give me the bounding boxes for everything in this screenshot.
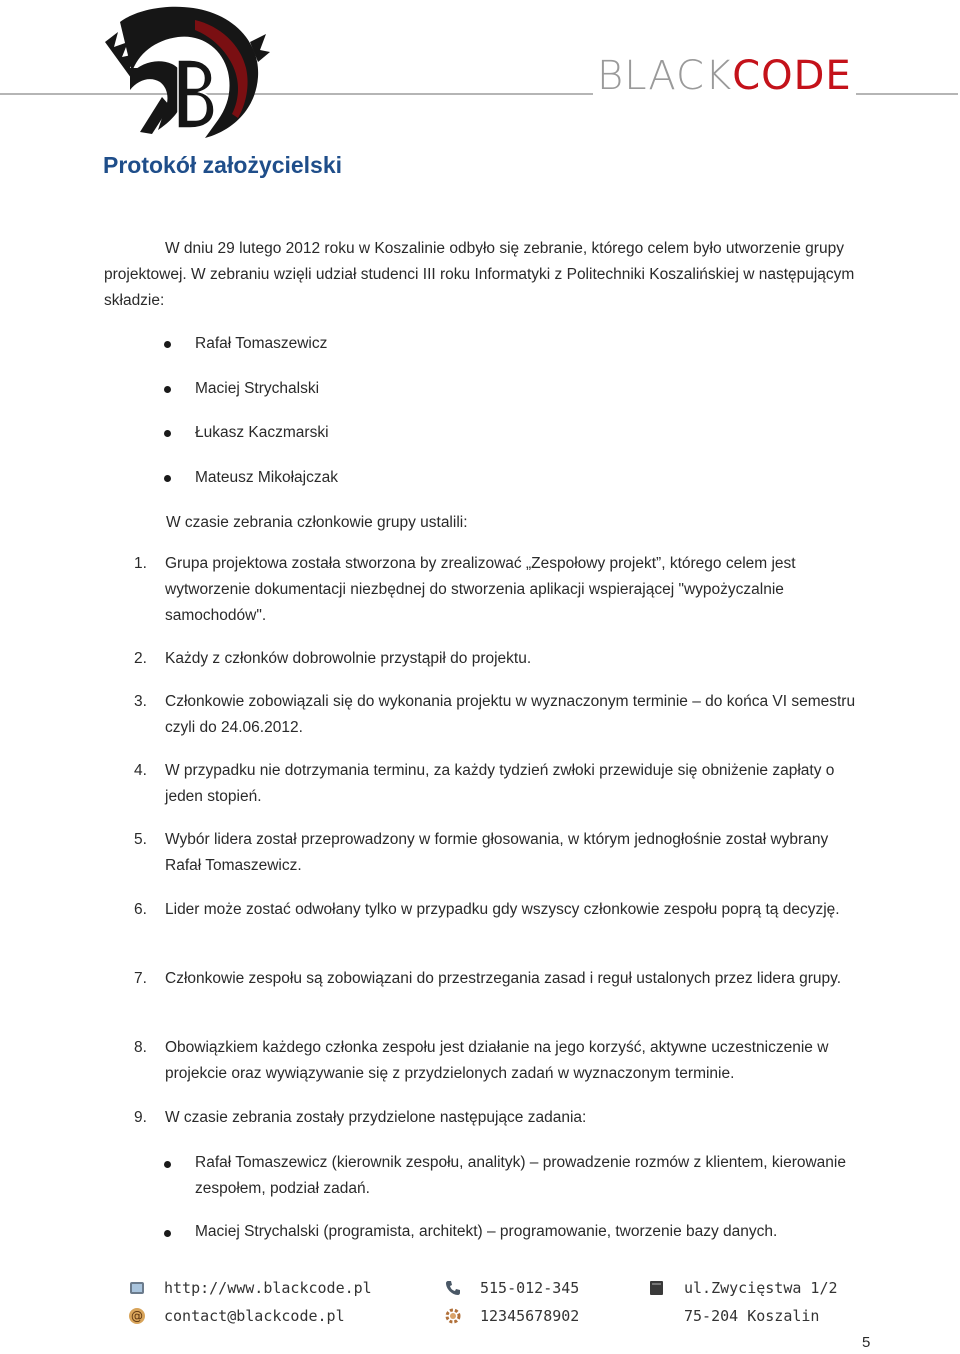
decision-item: 6. Lider może zostać odwołany tylko w przypadku gdy wszyscy członkowie zespołu poprą tą decyzję. xyxy=(134,901,840,918)
book-icon xyxy=(648,1279,666,1297)
list-item: Mateusz Mikołajczak xyxy=(160,464,338,509)
bullet-icon xyxy=(164,475,171,482)
decision-item: 8. Obowiązkiem każdego członka zespołu jest działanie na jego korzyść, aktywne uczestniczenie w projekcie oraz wywiązywanie się z przydzielonych zadań w wyznaczonym terminie. xyxy=(134,1039,829,1082)
bullet-icon xyxy=(164,1230,171,1237)
decision-item: 4. W przypadku nie dotrzymania terminu, za każdy tydzień zwłoki przewiduje się obniżenie zapłaty o jeden stopień. xyxy=(134,762,835,805)
website-link[interactable]: http://www.blackcode.pl xyxy=(128,1276,372,1300)
blackcode-logo xyxy=(100,2,270,142)
email-icon xyxy=(128,1307,146,1325)
footer-contacts xyxy=(128,1274,868,1334)
page-number: 5 xyxy=(862,1334,871,1351)
bullet-icon xyxy=(164,430,171,437)
decision-item: 2. Każdy z członków dobrowolnie przystąpił do projektu. xyxy=(134,650,532,667)
address-city: 75-204 Koszalin xyxy=(684,1307,820,1325)
bullet-icon xyxy=(164,1161,171,1168)
list-item: Rafał Tomaszewicz (kierownik zespołu, analityk) – prowadzenie rozmów z klientem, kierowanie zespołem, podział zadań. xyxy=(160,1150,860,1202)
bullet-icon xyxy=(164,386,171,393)
bullet-icon xyxy=(164,341,171,348)
decision-item: 1. Grupa projektowa została stworzona by zrealizować „Zespołowy projekt”, którego celem jest wytworzenie dokumentacji niezbędnej do stworzenia aplikacji wspierającej "wypożyczalnie samochodów". xyxy=(134,555,796,624)
globe-icon xyxy=(128,1279,146,1297)
email-link[interactable]: @ contact@blackcode.pl xyxy=(128,1304,345,1328)
brand-wordmark xyxy=(593,52,856,100)
members-list xyxy=(160,330,338,508)
tasks-list xyxy=(160,1150,860,1245)
intro-paragraph: W dniu 29 lutego 2012 roku w Koszalinie odbyło się zebranie, którego celem było utworzenie grupy projektowej. W zebraniu wzięli udział studenci III roku Informatyki z Politechniki Koszalińskiej w następującym składzie: xyxy=(104,240,855,309)
decisions-intro: W czasie zebrania członkowie grupy ustalili: xyxy=(166,514,468,531)
horse-logo-icon xyxy=(100,2,270,142)
brand-black: BLACK xyxy=(597,53,733,99)
company-code: 12345678902 xyxy=(444,1304,579,1328)
decision-item: 7. Członkowie zespołu są zobowiązani do przestrzegania zasad i reguł ustalonych przez lidera grupy. xyxy=(134,970,842,987)
decision-item: 3. Członkowie zobowiązali się do wykonania projektu w wyznaczonym terminie – do końca VI semestru czyli do 24.06.2012. xyxy=(134,693,856,736)
list-item: Maciej Strychalski (programista, architekt) – programowanie, tworzenie bazy danych. xyxy=(160,1219,860,1245)
phone-number: 515-012-345 xyxy=(444,1276,579,1300)
list-item: Łukasz Kaczmarski xyxy=(160,419,338,464)
address-street: ul.Zwycięstwa 1/2 xyxy=(648,1276,838,1300)
decision-item: 9. W czasie zebrania zostały przydzielone następujące zadania: xyxy=(134,1109,587,1126)
brand-code: CODE xyxy=(732,53,852,99)
decision-item: 5. Wybór lidera został przeprowadzony w formie głosowania, w którym jednogłośnie został wybrany Rafał Tomaszewicz. xyxy=(134,831,829,874)
gear-icon xyxy=(444,1307,462,1325)
phone-icon xyxy=(444,1279,462,1297)
list-item: Maciej Strychalski xyxy=(160,375,338,420)
document-title: Protokół założycielski xyxy=(103,152,343,178)
list-item: Rafał Tomaszewicz xyxy=(160,330,338,375)
svg-text:@: @ xyxy=(131,1309,143,1323)
